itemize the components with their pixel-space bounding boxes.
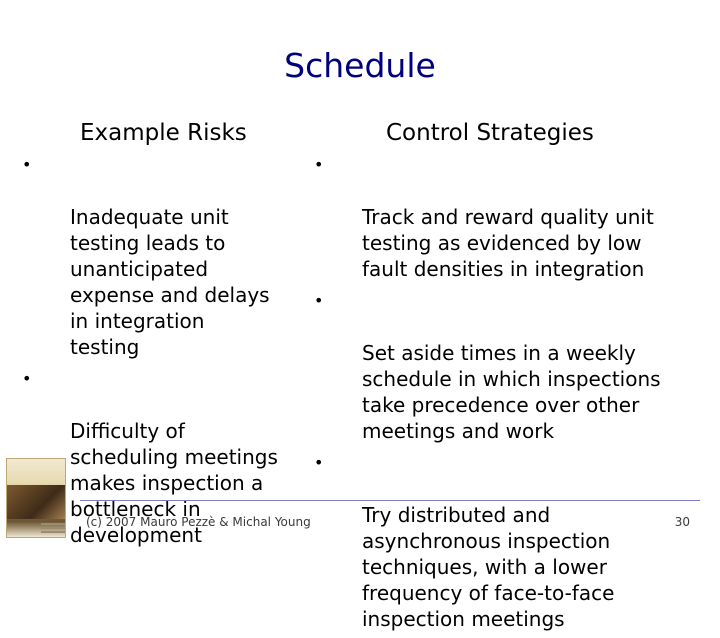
page-number: 30 (674, 515, 690, 529)
list-item (314, 288, 674, 444)
strategy-text: Set aside times in a weekly schedule in which inspections take precedence over other meetings and work (362, 341, 661, 443)
slide-title: Schedule (284, 46, 436, 85)
strategy-text: Track and reward quality unit testing as evidenced by low fault densities in integration (362, 205, 654, 281)
book-cover-authors (41, 523, 65, 533)
bullet-icon: • (314, 155, 324, 174)
list-item (314, 152, 674, 282)
risk-text: Difficulty of scheduling meetings makes inspection a bottleneck in development (70, 419, 278, 547)
copyright-footer: (c) 2007 Mauro Pezzè & Michal Young (86, 515, 311, 529)
list-item (22, 152, 312, 360)
bullet-icon: • (22, 369, 32, 388)
footer-divider (80, 500, 700, 501)
strategies-list (314, 152, 674, 638)
bullet-icon: • (314, 291, 324, 310)
risk-text: Inadequate unit testing leads to unanticipated expense and delays in integration testing (70, 205, 270, 359)
example-risks-heading: Example Risks (80, 120, 247, 146)
bullet-icon: • (314, 453, 324, 472)
list-item (314, 450, 674, 632)
bullet-icon: • (22, 155, 32, 174)
book-cover-image (6, 458, 66, 538)
strategy-text: Try distributed and asynchronous inspection techniques, with a lower frequency of face-to-face inspection meetings (362, 503, 615, 631)
control-strategies-heading: Control Strategies (386, 120, 594, 146)
book-cover-photo (7, 485, 66, 519)
